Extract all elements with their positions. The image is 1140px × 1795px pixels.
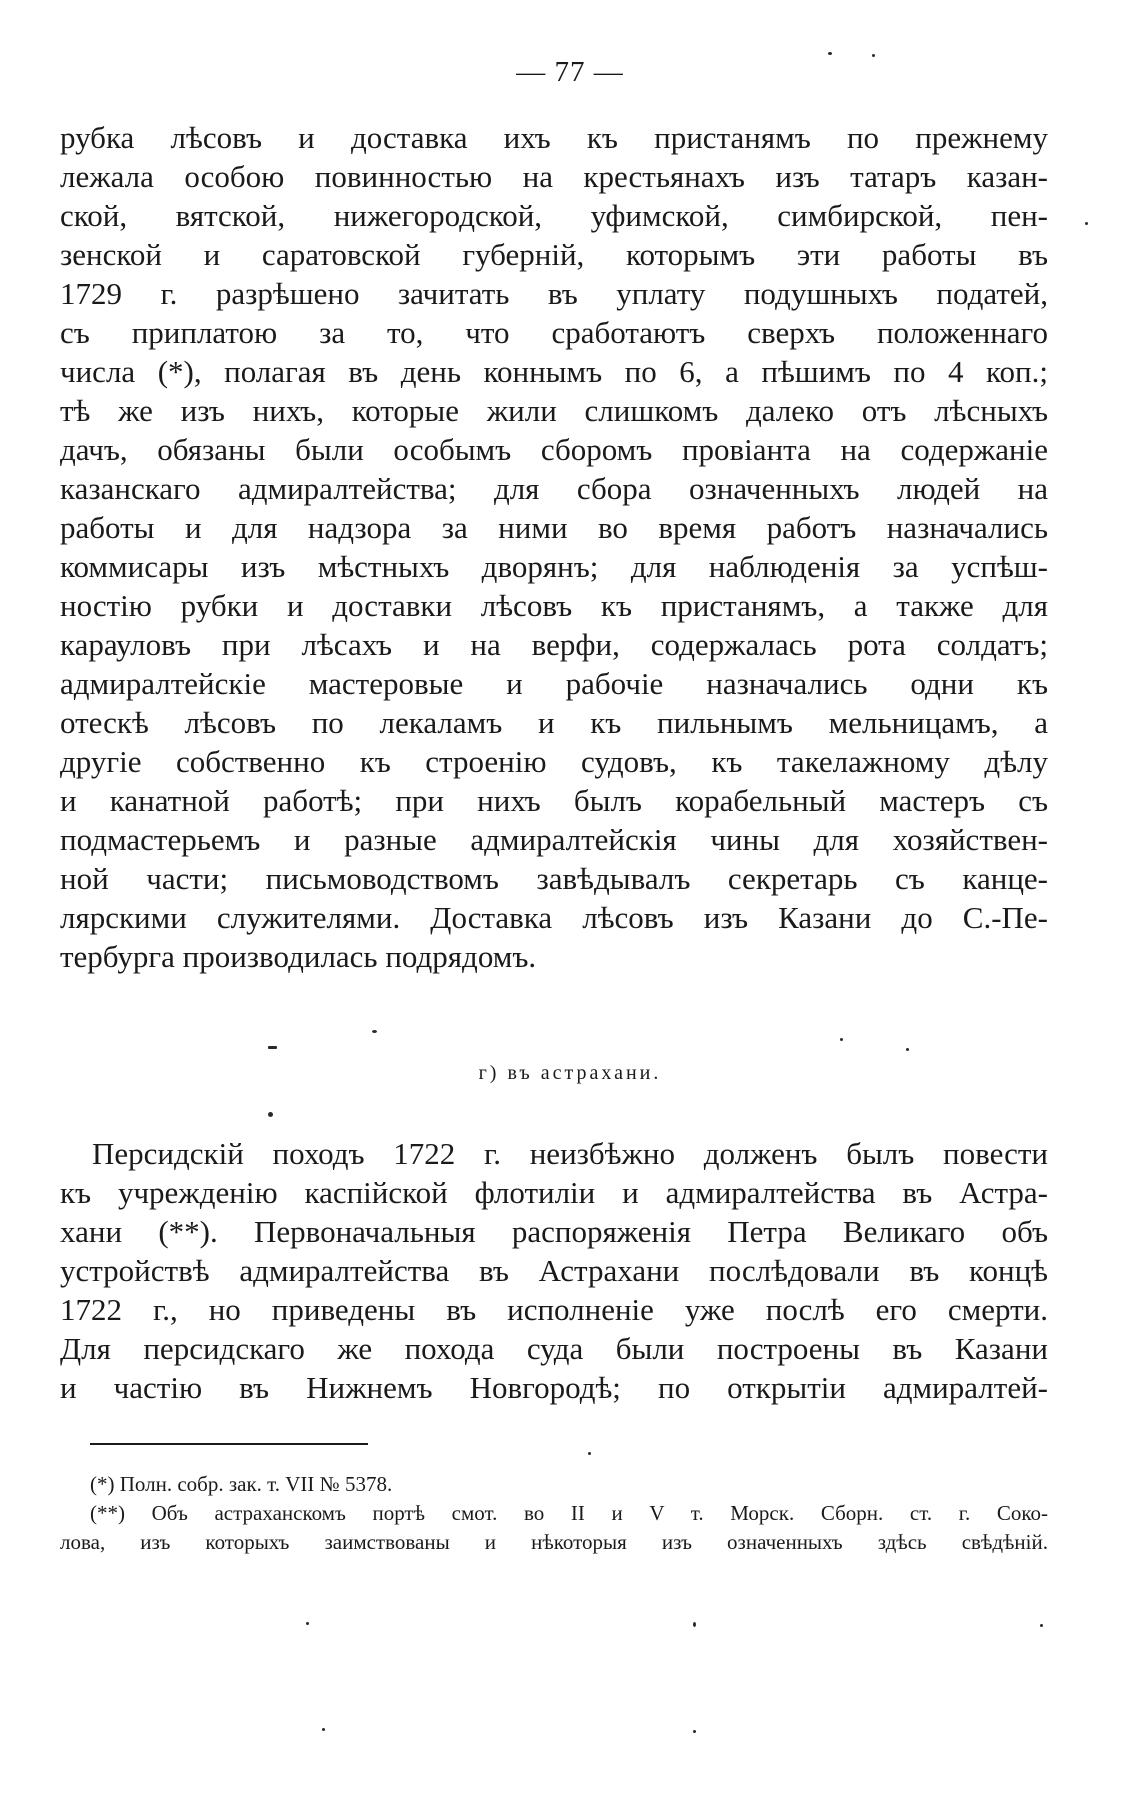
- text-line: подмастерьемъ и разные адмиралтейскія чины для хозяйствен-: [60, 822, 1048, 857]
- text-line: лежала особою повинностью на крестьянахъ изъ татаръ казан-: [60, 159, 1048, 194]
- scan-speck: [1040, 1624, 1043, 1627]
- footnote-2-continued: лова, изъ которыхъ заимствованы и нѣкоторыя изъ означенныхъ здѣсь свѣдѣній.: [60, 1530, 1048, 1554]
- text-line: коммисары изъ мѣстныхъ дворянъ; для наблюденія за успѣш-: [60, 549, 1048, 584]
- scan-speck: [322, 1728, 325, 1731]
- text-line: тѣ же изъ нихъ, которые жили слишкомъ далеко отъ лѣсныхъ: [60, 393, 1048, 428]
- section-heading: г) въ астрахани.: [478, 1062, 662, 1084]
- text-line: лярскими служителями. Доставка лѣсовъ изъ Казани до С.-Пе-: [60, 900, 1048, 935]
- text-line: адмиралтейскіе мастеровые и рабочіе назначались одни къ: [60, 666, 1048, 701]
- text-line: карауловъ при лѣсахъ и на верфи, содержалась рота солдатъ;: [60, 627, 1048, 662]
- footnote-1: (*) Полн. собр. зак. т. VII № 5378.: [90, 1472, 393, 1496]
- scan-speck: [693, 1622, 696, 1627]
- scan-speck: [588, 1452, 591, 1455]
- text-line: и канатной работѣ; при нихъ былъ корабельный мастеръ съ: [60, 783, 1048, 818]
- text-line: устройствѣ адмиралтейства въ Астрахани послѣдовали въ концѣ: [60, 1253, 1048, 1288]
- text-line: Для персидскаго же похода суда были построены въ Казани: [60, 1331, 1048, 1366]
- scan-speck: [372, 1030, 377, 1033]
- text-line: къ учрежденію каспійской флотиліи и адмиралтейства въ Астра-: [60, 1175, 1048, 1210]
- scan-speck: [840, 1038, 843, 1041]
- text-line: съ приплатою за то, что сработаютъ сверхъ положеннаго: [60, 315, 1048, 350]
- paragraph-admiralty-kazan: [60, 118, 1048, 976]
- text-line: Персидскій походъ 1722 г. неизбѣжно долженъ былъ повести: [92, 1136, 1048, 1171]
- scan-speck: [268, 1046, 277, 1049]
- scan-speck: [828, 52, 832, 55]
- paragraph-astrakhan-first-line: [92, 1134, 1048, 1173]
- scan-speck: [268, 1112, 273, 1117]
- text-line: дачъ, обязаны были особымъ сборомъ провіанта на содержаніе: [60, 432, 1048, 467]
- scan-speck: [906, 1048, 909, 1051]
- text-line: ностію рубки и доставки лѣсовъ къ пристанямъ, а также для: [60, 588, 1048, 623]
- paragraph-astrakhan: [60, 1173, 1048, 1407]
- text-line: 1722 г., но приведены въ исполненіе уже послѣ его смерти.: [60, 1292, 1048, 1327]
- scan-speck: [1085, 222, 1088, 225]
- footnotes: [60, 1470, 1048, 1557]
- text-line: работы и для надзора за ними во время работъ назначались: [60, 510, 1048, 545]
- text-line: 1729 г. разрѣшено зачитать въ уплату подушныхъ податей,: [60, 276, 1048, 311]
- page-number: — 77 —: [516, 56, 624, 88]
- footnote-2: (**) Объ астраханскомъ портѣ смот. во II и V т. Морск. Сборн. ст. г. Соко-: [90, 1501, 1048, 1525]
- text-line: отескѣ лѣсовъ по лекаламъ и къ пильнымъ мельницамъ, а: [60, 705, 1048, 740]
- scan-speck: [693, 1730, 696, 1733]
- text-line: ной части; письмоводствомъ завѣдывалъ секретарь съ канце-: [60, 861, 1048, 896]
- text-line: числа (*), полагая въ день коннымъ по 6, а пѣшимъ по 4 коп.;: [60, 354, 1048, 389]
- text-line: ской, вятской, нижегородской, уфимской, симбирской, пен-: [60, 198, 1048, 233]
- text-line: другіе собственно къ строенію судовъ, къ такелажному дѣлу: [60, 744, 1048, 779]
- text-line: казанскаго адмиралтейства; для сбора означенныхъ людей на: [60, 471, 1048, 506]
- text-line: зенской и саратовской губерній, которымъ эти работы въ: [60, 237, 1048, 272]
- text-line: хани (**). Первоначальныя распоряженія Петра Великаго объ: [60, 1214, 1048, 1249]
- footnote-divider: [90, 1443, 368, 1445]
- text-line: и частію въ Нижнемъ Новгородѣ; по открытіи адмиралтей-: [60, 1370, 1048, 1405]
- scan-speck: [872, 54, 875, 57]
- text-line: рубка лѣсовъ и доставка ихъ къ пристанямъ по прежнему: [60, 120, 1048, 155]
- scan-speck: [306, 1622, 309, 1625]
- text-line: тербурга производилась подрядомъ.: [60, 939, 537, 974]
